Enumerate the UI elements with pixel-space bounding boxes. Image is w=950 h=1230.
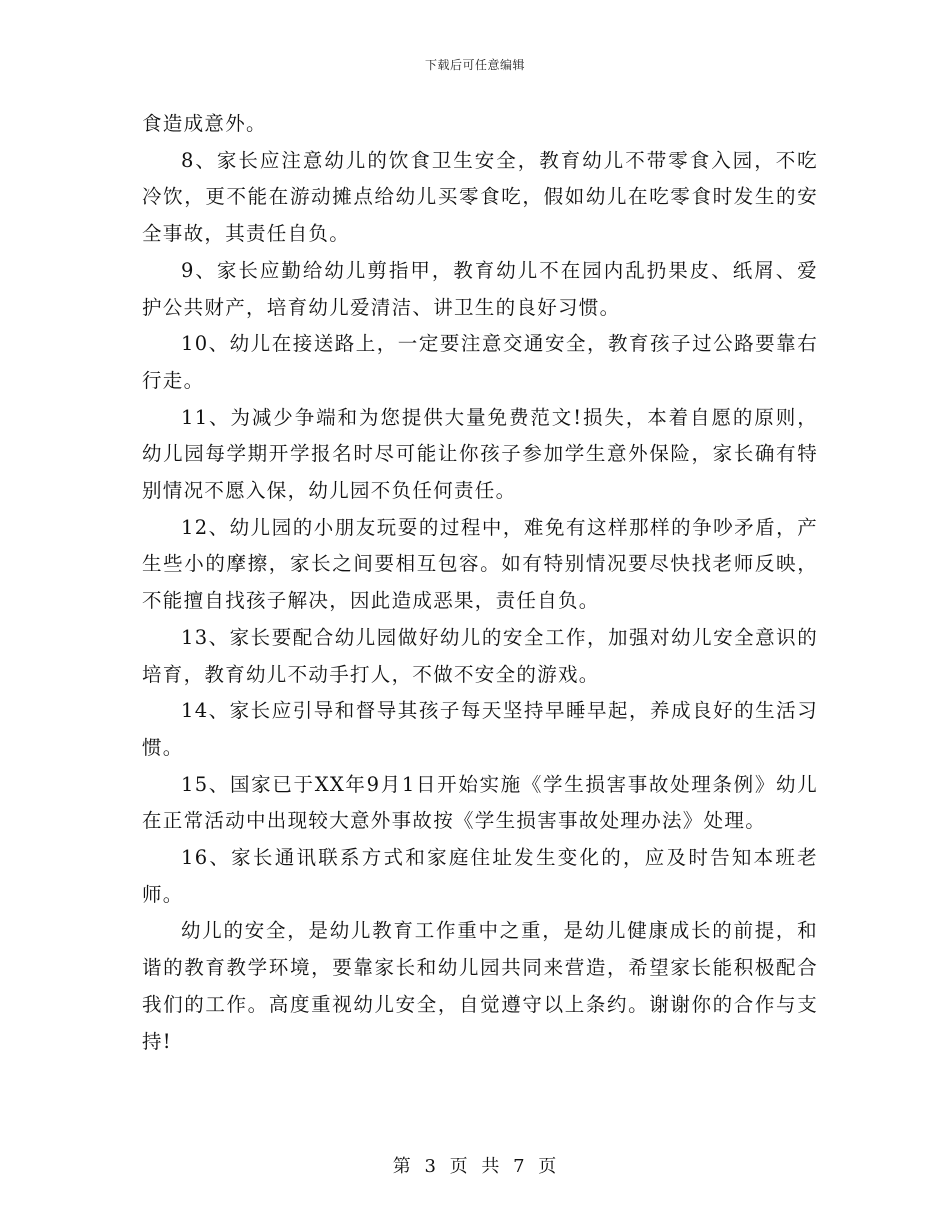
document-body (142, 106, 818, 1060)
page-header: 下载后可任意编辑 (424, 58, 525, 72)
paragraph-item-10: 10、幼儿在接送路上，一定要注意交通安全，教育孩子过公路要靠右行走。 (142, 332, 818, 392)
paragraph-item-14: 14、家长应引导和督导其孩子每天坚持早睡早起，养成良好的生活习惯。 (142, 699, 818, 759)
paragraph-item-9: 9、家长应勤给幼儿剪指甲，教育幼儿不在园内乱扔果皮、纸屑、爱护公共财产，培育幼儿爱清洁、讲卫生的良好习惯。 (142, 258, 818, 319)
paragraph-item-13: 13、家长要配合幼儿园做好幼儿的安全工作，加强对幼儿安全意识的培育，教育幼儿不动手打人，不做不安全的游戏。 (142, 625, 818, 686)
paragraph-closing: 幼儿的安全，是幼儿教育工作重中之重，是幼儿健康成长的前提，和谐的教育教学环境，要靠家长和幼儿园共同来营造，希望家长能积极配合我们的工作。高度重视幼儿安全，自觉遵守以上条约。谢谢你的合作与支持! (142, 919, 818, 1053)
paragraph-item-11: 11、为减少争端和为您提供大量免费范文!损失，本着自愿的原则，幼儿园每学期开学报名时尽可能让你孩子参加学生意外保险，家长确有特别情况不愿入保，幼儿园不负任何责任。 (142, 405, 818, 503)
paragraph-item-16: 16、家长通讯联系方式和家庭住址发生变化的，应及时告知本班老师。 (142, 846, 818, 906)
page-number: 第 3 页 共 7 页 (392, 1156, 558, 1177)
paragraph-item-8: 8、家长应注意幼儿的饮食卫生安全，教育幼儿不带零食入园，不吃冷饮，更不能在游动摊点给幼儿买零食吃，假如幼儿在吃零食时发生的安全事故，其责任自负。 (142, 148, 818, 246)
paragraph-item-15: 15、国家已于XX年9月1日开始实施《学生损害事故处理条例》幼儿在正常活动中出现较大意外事故按《学生损害事故处理办法》处理。 (142, 772, 818, 833)
paragraph-item-12: 12、幼儿园的小朋友玩耍的过程中，难免有这样那样的争吵矛盾，产生些小的摩擦，家长之间要相互包容。如有特别情况要尽快找老师反映，不能擅自找孩子解决，因此造成恶果，责任自负。 (142, 515, 818, 613)
paragraph-continuation: 食造成意外。 (142, 112, 267, 135)
